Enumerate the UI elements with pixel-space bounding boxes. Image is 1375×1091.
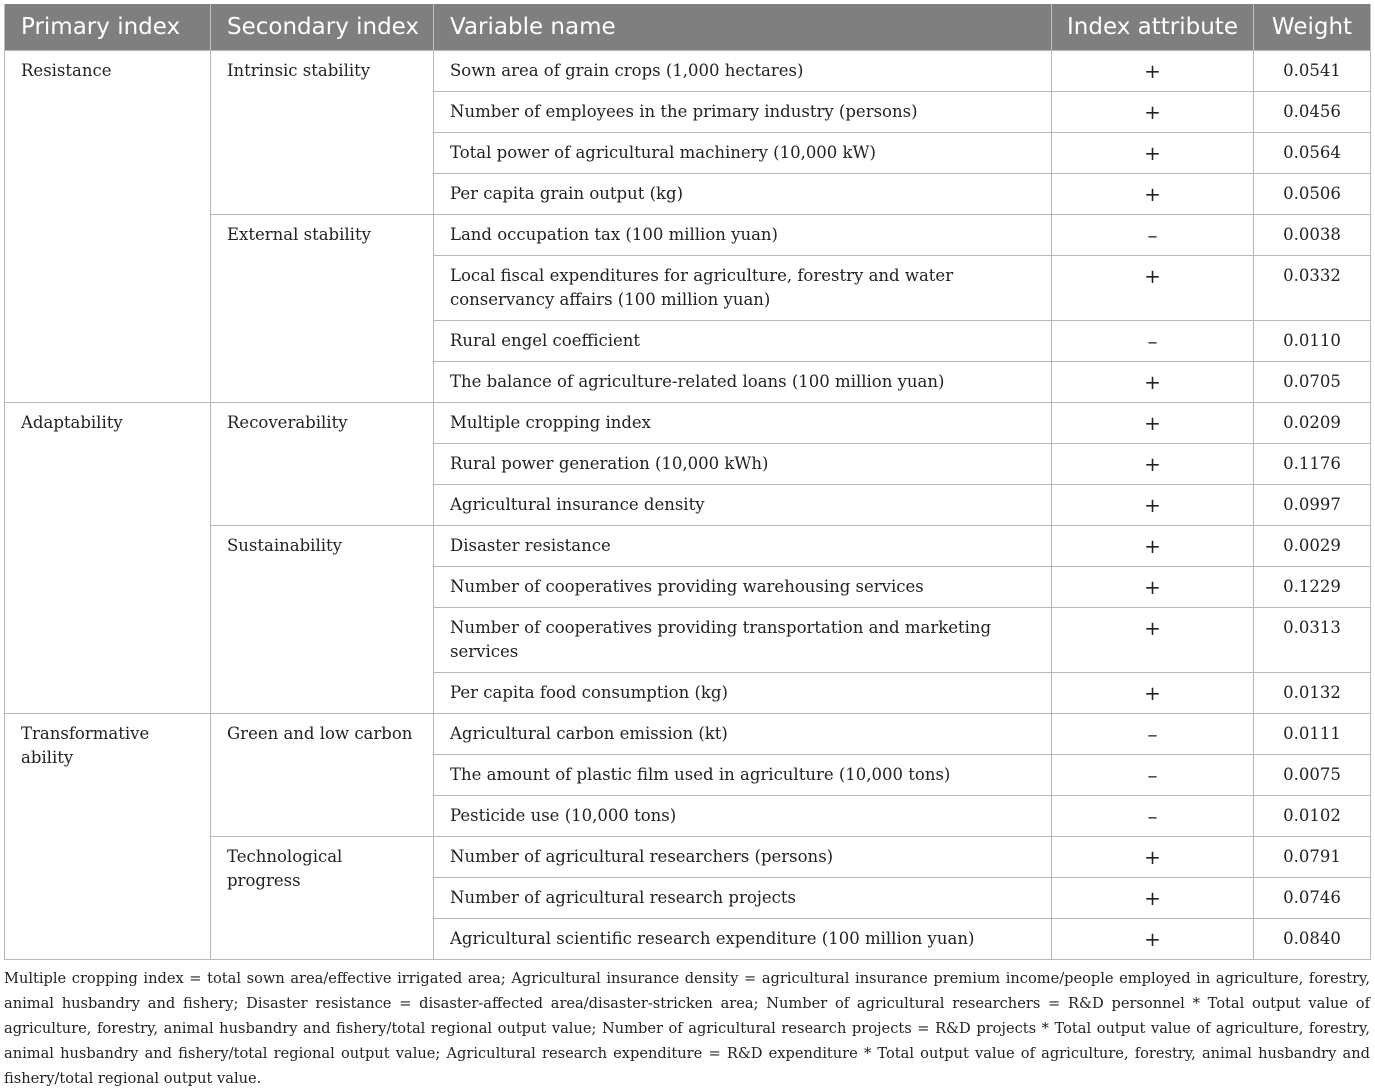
variable-name-cell: Agricultural carbon emission (kt) [434, 714, 1052, 755]
header-index-attribute: Index attribute [1052, 4, 1254, 51]
weight-cell: 0.0456 [1254, 92, 1371, 133]
weight-cell: 0.0840 [1254, 919, 1371, 960]
variable-name-cell: Pesticide use (10,000 tons) [434, 796, 1052, 837]
weight-cell: 0.0132 [1254, 673, 1371, 714]
variable-name-cell: Rural engel coefficient [434, 321, 1052, 362]
index-attribute-cell: + [1052, 133, 1254, 174]
variable-name-cell: Local fiscal expenditures for agriculture, forestry and water conservancy affairs (100 million yuan) [434, 256, 1052, 321]
primary-index-cell: Resistance [5, 51, 211, 403]
table-body [5, 51, 1371, 960]
index-attribute-cell: – [1052, 714, 1254, 755]
weight-cell: 0.0029 [1254, 526, 1371, 567]
weight-cell: 0.0313 [1254, 608, 1371, 673]
header-secondary-index: Secondary index [211, 4, 434, 51]
weight-cell: 0.0506 [1254, 174, 1371, 215]
weight-cell: 0.0997 [1254, 485, 1371, 526]
variable-name-cell: Agricultural scientific research expenditure (100 million yuan) [434, 919, 1052, 960]
variable-name-cell: Per capita food consumption (kg) [434, 673, 1052, 714]
table-row [5, 51, 1371, 92]
variable-name-cell: Number of agricultural research projects [434, 878, 1052, 919]
index-attribute-cell: – [1052, 321, 1254, 362]
header-variable-name: Variable name [434, 4, 1052, 51]
weight-cell: 0.0705 [1254, 362, 1371, 403]
variable-name-cell: Disaster resistance [434, 526, 1052, 567]
variable-name-cell: Per capita grain output (kg) [434, 174, 1052, 215]
variable-name-cell: Rural power generation (10,000 kWh) [434, 444, 1052, 485]
header-primary-index: Primary index [5, 4, 211, 51]
weight-cell: 0.0209 [1254, 403, 1371, 444]
table-footnote: Multiple cropping index = total sown area/effective irrigated area; Agricultural insurance density = agricultural insurance premium income/people employed in agriculture, forestry, animal husbandry and fishery; Disaster resistance = disaster-affected area/disaster-stricken area; Number of agricultural researchers = R&D personnel * Total output value of agriculture, forestry, animal husbandry and fishery/total regional output value; Number of agricultural research projects = R&D projects * Total output value of agriculture, forestry, animal husbandry and fishery/total regional output value; Agricultural research expenditure = R&D expenditure * Total output value of agriculture, forestry, animal husbandry and fishery/total regional output value. [4, 970, 1370, 1087]
secondary-index-cell: External stability [211, 215, 434, 403]
index-attribute-cell: + [1052, 403, 1254, 444]
index-attribute-cell: + [1052, 51, 1254, 92]
primary-index-cell: Transformative ability [5, 714, 211, 960]
index-attribute-cell: + [1052, 362, 1254, 403]
header-weight: Weight [1254, 4, 1371, 51]
index-attribute-cell: + [1052, 174, 1254, 215]
weight-cell: 0.0746 [1254, 878, 1371, 919]
index-attribute-cell: + [1052, 837, 1254, 878]
variable-name-cell: Number of cooperatives providing transportation and marketing services [434, 608, 1052, 673]
table-row [5, 403, 1371, 444]
weight-cell: 0.0541 [1254, 51, 1371, 92]
index-attribute-cell: – [1052, 796, 1254, 837]
weight-cell: 0.1229 [1254, 567, 1371, 608]
weight-cell: 0.0791 [1254, 837, 1371, 878]
variable-name-cell: The amount of plastic film used in agriculture (10,000 tons) [434, 755, 1052, 796]
variable-name-cell: Total power of agricultural machinery (10,000 kW) [434, 133, 1052, 174]
index-attribute-cell: + [1052, 256, 1254, 321]
variable-name-cell: Multiple cropping index [434, 403, 1052, 444]
index-attribute-cell: + [1052, 673, 1254, 714]
index-attribute-cell: + [1052, 444, 1254, 485]
index-attribute-cell: – [1052, 755, 1254, 796]
index-attribute-cell: + [1052, 567, 1254, 608]
index-attribute-cell: + [1052, 485, 1254, 526]
index-weight-table [4, 4, 1371, 960]
header-row [5, 4, 1371, 51]
secondary-index-cell: Intrinsic stability [211, 51, 434, 215]
weight-cell: 0.0110 [1254, 321, 1371, 362]
secondary-index-cell: Sustainability [211, 526, 434, 714]
index-attribute-cell: – [1052, 215, 1254, 256]
table-row [5, 714, 1371, 755]
weight-cell: 0.0111 [1254, 714, 1371, 755]
variable-name-cell: Sown area of grain crops (1,000 hectares) [434, 51, 1052, 92]
secondary-index-cell: Green and low carbon [211, 714, 434, 837]
index-attribute-cell: + [1052, 608, 1254, 673]
weight-cell: 0.0075 [1254, 755, 1371, 796]
weight-cell: 0.0102 [1254, 796, 1371, 837]
table-container [4, 4, 1370, 1091]
weight-cell: 0.0332 [1254, 256, 1371, 321]
weight-cell: 0.0038 [1254, 215, 1371, 256]
primary-index-cell: Adaptability [5, 403, 211, 714]
variable-name-cell: Agricultural insurance density [434, 485, 1052, 526]
variable-name-cell: Number of agricultural researchers (persons) [434, 837, 1052, 878]
index-attribute-cell: + [1052, 526, 1254, 567]
variable-name-cell: Number of employees in the primary industry (persons) [434, 92, 1052, 133]
secondary-index-cell: Technological progress [211, 837, 434, 960]
index-attribute-cell: + [1052, 919, 1254, 960]
weight-cell: 0.0564 [1254, 133, 1371, 174]
variable-name-cell: Number of cooperatives providing warehousing services [434, 567, 1052, 608]
weight-cell: 0.1176 [1254, 444, 1371, 485]
index-attribute-cell: + [1052, 878, 1254, 919]
variable-name-cell: The balance of agriculture-related loans (100 million yuan) [434, 362, 1052, 403]
secondary-index-cell: Recoverability [211, 403, 434, 526]
index-attribute-cell: + [1052, 92, 1254, 133]
variable-name-cell: Land occupation tax (100 million yuan) [434, 215, 1052, 256]
